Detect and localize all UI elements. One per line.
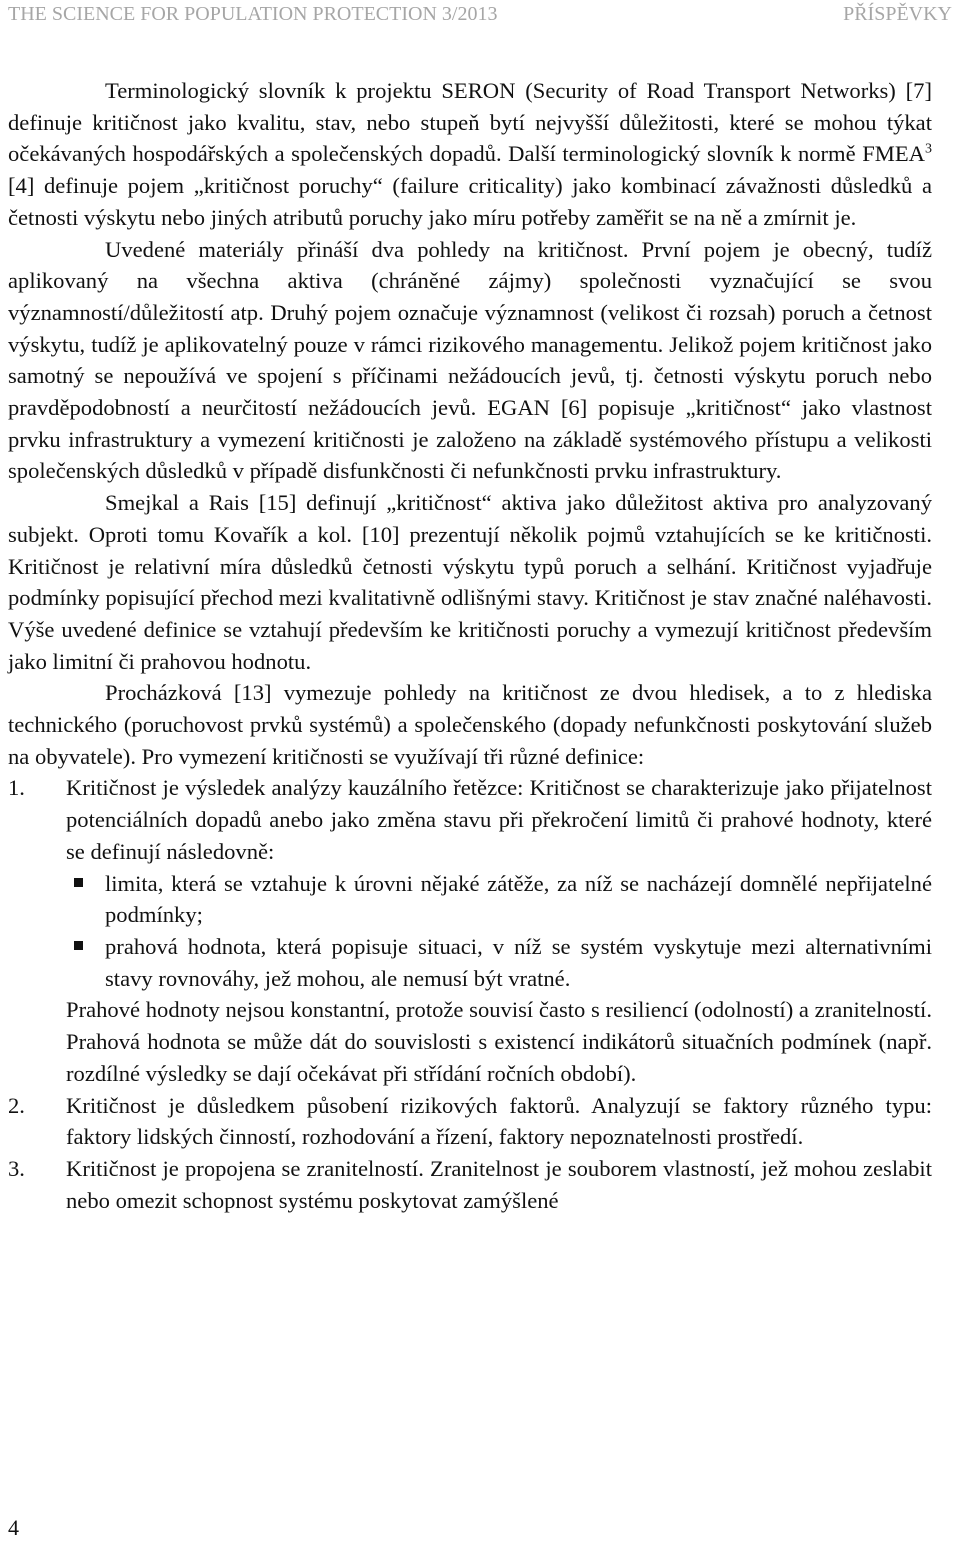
bullet-item-prahova xyxy=(8,931,932,994)
list-item-1-continuation: Prahové hodnoty nejsou konstantní, protože souvisí často s resiliencí (odolností) a zranitelností. Prahová hodnota se může dát do souvislosti s existencí indikátorů situačních podmínek (např. rozdílné výsledky se dají očekávat při střídání ročních období). xyxy=(66,997,932,1086)
paragraph-two-views: Uvedené materiály přináší dva pohledy na kritičnost. První pojem je obecný, tudíž aplikovaný na všechna aktiva (chráněné zájmy) společnosti vyznačující se svou významností/důležitostí atp. Druhý pojem označuje významnost (velikost či rozsah) poruch a četnost výskytu, tudíž je aplikovatelný pouze v rámci rizikového managementu. Jelikož pojem kritičnost jako samotný se nepoužívá ve spojení s příčinami nežádoucích jevů, tj. četnosti výskytu poruch nebo pravděpodobností a neurčitostí nežádoucích jevů. EGAN [6] popisuje „kritičnost“ jako vlastnost prvku infrastruktury a vymezení kritičnosti je založeno na základě systémového přístupu a velikosti společenských důsledků v případě disfunkčnosti či nefunkčnosti prvku infrastruktury. xyxy=(8,236,932,484)
paragraph-smejkal: Smejkal a Rais [15] definují „kritičnost“ aktiva jako důležitost aktiva pro analyzovaný subjekt. Oproti tomu Kovařík a kol. [10] prezentují několik pojmů vztahujících se ke kritičnosti. Kritičnost je relativní míra důsledků četnosti výskytu typů poruch a selhání. Kritičnost vyjadřuje podmínky popisující přechod mezi kvalitativně odlišnými stavy. Kritičnost je stav značné naléhavosti. Výše uvedené definice se vztahují především ke kritičnosti poruchy a vymezují kritičnost především jako limitní či prahovou hodnotu. xyxy=(8,490,932,674)
list-item-1 xyxy=(8,772,932,867)
list-number: 1. xyxy=(8,775,25,801)
page-number: 4 xyxy=(8,1515,19,1540)
journal-title: THE SCIENCE FOR POPULATION PROTECTION 3/2013 xyxy=(8,3,498,25)
paragraph-seron-text: Terminologický slovník k projektu SERON (Security of Road Transport Networks) [7] definuje kritičnost jako kvalitu, stav, nebo stupeň bytí nejvyšší důležitosti, které se mohou týkat očekávaných hospodářských a společenských dopadů. Další terminologický slovník k normě FMEA xyxy=(8,78,932,167)
paragraph-seron-text-2: [4] definuje pojem „kritičnost poruchy“ (failure criticality) jako kombinací závažnosti důsledků a četnosti výskytu nebo jiných atributů poruchy jako míru potřeby zaměřit se na ně a zmírnit je. xyxy=(8,173,932,230)
list-item-2 xyxy=(8,1090,932,1153)
list-item-text: Kritičnost je důsledkem působení rizikových faktorů. Analyzují se faktory různého typu: faktory lidských činností, rozhodování a řízení, faktory nepoznatelnosti prostředí. xyxy=(66,1092,932,1150)
bullet-text: prahová hodnota, která popisuje situaci, v níž se systém vyskytuje mezi alternativními stavy rovnováhy, jež mohou, ale nemusí být vratné. xyxy=(105,933,932,991)
bullet-list xyxy=(8,868,932,995)
paragraph-prochazkova: Procházková [13] vymezuje pohledy na kritičnost ze dvou hledisek, a to z hlediska technického (poruchovost prvků systémů) a společenského (dopady nefunkčnosti poskytování služeb na obyvatele). Pro vymezení kritičnosti se využívají tři různé definice: xyxy=(8,680,932,769)
paragraph-seron xyxy=(8,75,932,234)
running-header xyxy=(8,3,952,29)
list-number: 2. xyxy=(8,1092,25,1118)
bullet-item-limita xyxy=(8,868,932,931)
footnote-ref: 3 xyxy=(925,141,932,157)
article-body xyxy=(8,75,932,1216)
square-bullet-icon xyxy=(74,941,83,950)
list-number: 3. xyxy=(8,1155,25,1181)
list-item-text: Kritičnost je propojena se zranitelností. Zranitelnost je souborem vlastností, jež mohou zeslabit nebo omezit schopnost systému poskytovat zamýšlené xyxy=(66,1155,932,1213)
bullet-text: limita, která se vztahuje k úrovni nějaké zátěže, za níž se nacházejí domnělé nepřijatelné podmínky; xyxy=(105,870,932,928)
square-bullet-icon xyxy=(74,878,83,887)
section-label: PŘÍSPĚVKY xyxy=(843,3,952,25)
list-item-text: Kritičnost je výsledek analýzy kauzálního řetězce: Kritičnost se charakterizuje jako přijatelnost potenciálních dopadů anebo jako změna stavu při překročení limitů či prahové hodnoty, které se definují následovně: xyxy=(66,775,932,864)
list-item-3 xyxy=(8,1153,932,1216)
